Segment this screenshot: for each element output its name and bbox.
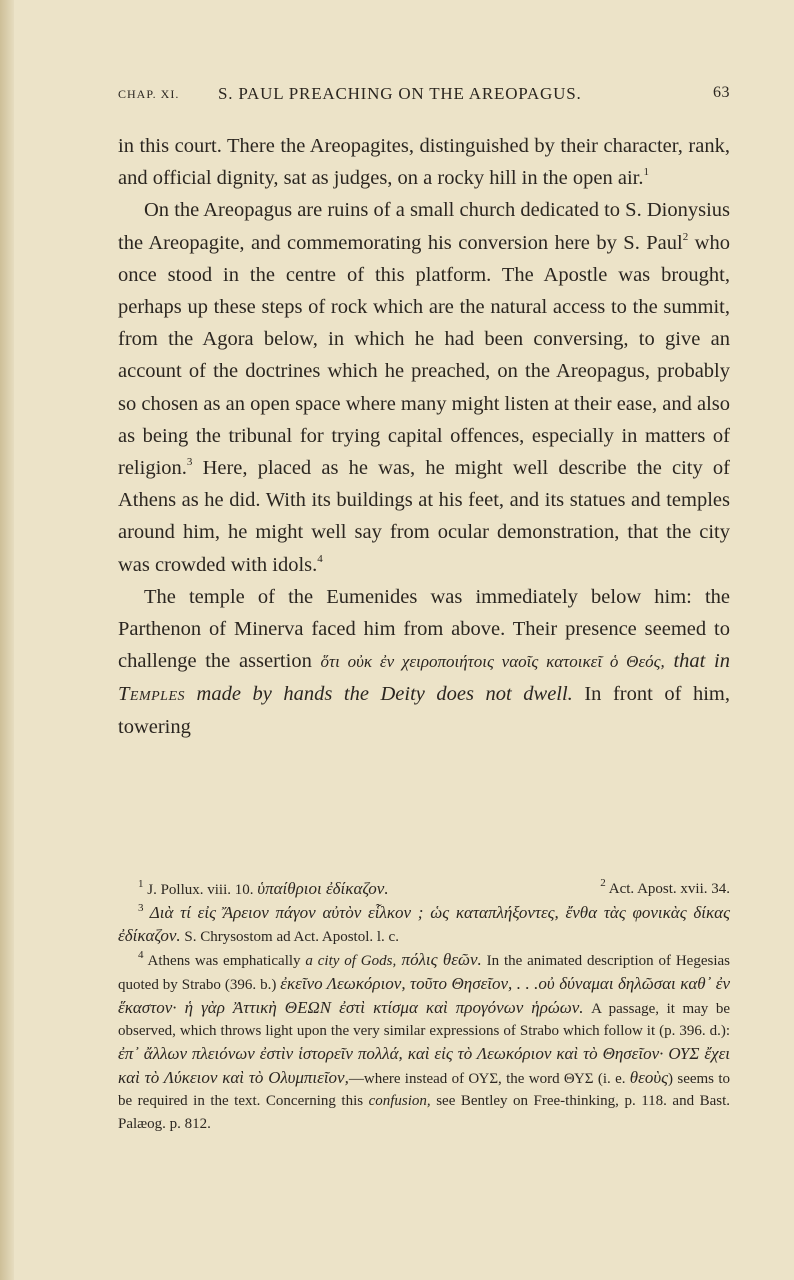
running-head xyxy=(118,84,730,110)
footnote-ref-3: 3 xyxy=(186,456,193,469)
italic-translation-b: made by hands the Deity does not dwell. xyxy=(185,683,573,706)
footnote-4-italic-1: a city of Gods, xyxy=(305,953,397,970)
chapter-label: CHAP. XI. xyxy=(118,87,180,101)
footnote-4-text-5: ) seems to be required in the text. Concerning this xyxy=(118,1070,730,1110)
footnote-4-text-6: see Bentley on Free-thinking, p. 118. and Bast. Palæog. p. 812. xyxy=(118,1093,730,1133)
italic-translation-a: that in xyxy=(664,650,730,673)
footnote-2 xyxy=(600,878,730,902)
paragraph-3-text-b: In front of him, towering xyxy=(118,683,730,738)
footnote-3-greek: Διὰ τί εἰς Ἄρειον πάγον αὐτὸν εἷλκον ; ὡς καταπλήξοντες, ἔνθα τὰς φονικὰς δίκας ἐδίκαζον. xyxy=(118,902,730,946)
smallcaps-temples: Temples xyxy=(118,683,186,706)
footnote-1-text: J. Pollux. viii. 10. xyxy=(147,882,258,898)
footnote-4 xyxy=(118,949,730,1136)
book-page xyxy=(118,0,730,1280)
footnote-2-text: Act. Apost. xvii. 34. xyxy=(608,881,730,897)
paragraph-2 xyxy=(118,194,730,580)
greek-quotation: ὅτι οὐκ ἐν χειροποιήτοις ναοῖς κατοικεῖ ὁ Θεός, xyxy=(320,652,665,672)
paragraph-3 xyxy=(118,581,730,743)
running-title: S. PAUL PREACHING ON THE AREOPAGUS. xyxy=(218,84,582,103)
footnote-4-text-4: —where instead of ΟΥΣ, the word ΘΥΣ (i. e. xyxy=(348,1070,630,1087)
footnote-3-mark: 3 xyxy=(138,901,144,914)
footnote-1-greek: ὑπαίθριοι ἐδίκαζον. xyxy=(257,879,389,898)
paragraph-3-text-a: The temple of the Eumenides was immediately below him: the Parthenon of Minerva faced him from above. Their presence seemed to challenge the assertion xyxy=(118,585,730,673)
footnote-4-text-2: In the animated description of Hegesias quoted by Strabo (396. b.) xyxy=(118,953,730,993)
page-number: 63 xyxy=(713,84,730,101)
footnote-4-text-1: Athens was emphatically xyxy=(147,953,306,970)
page-edge xyxy=(0,0,14,1280)
paragraph-2-text-a: On the Areopagus are ruins of a small church dedicated to S. Dionysius the Areopagite, and commemorating his conversion here by S. Paul xyxy=(118,199,730,254)
footnote-2-mark: 2 xyxy=(600,877,606,889)
paragraph-1-text: in this court. There the Areopagites, distinguished by their character, rank, and official dignity, sat as judges, on a rocky hill in the open air. xyxy=(118,135,730,190)
footnote-ref-1: 1 xyxy=(643,166,649,179)
footnote-3-text: S. Chrysostom ad Act. Apostol. l. c. xyxy=(180,929,399,946)
paragraph-1 xyxy=(118,130,730,194)
footnote-4-greek-4: θεοὺς xyxy=(629,1067,669,1087)
footnote-4-greek-1: πόλις θεῶν. xyxy=(396,950,482,970)
footnote-ref-2: 2 xyxy=(682,230,689,243)
footnote-3 xyxy=(118,902,730,949)
footnote-4-greek-3: ἐπ᾽ ἄλλων πλειόνων ἐστὶν ἱστορεῖν πολλά, καὶ εἰς τὸ Λεωκόριον καὶ τὸ Θησεῖον· ΟΥΣ ἔχει καὶ τὸ Λύκειον καὶ τὸ Ολυμπιεῖον, xyxy=(118,1043,730,1087)
footnote-4-italic-2: confusion, xyxy=(368,1093,431,1110)
footnote-4-text-3: A passage, it may be observed, which throws light upon the very similar expressions of Strabo which follow it (p. 396. d.): xyxy=(118,1000,730,1040)
paragraph-2-text-c: Here, placed as he was, he might well describe the city of Athens as he did. With its buildings at his feet, and its statues and temples around him, he might well say from ocular demonstration, that the city was crowded with idols. xyxy=(118,457,730,576)
footnote-4-greek-2: ἐκεῖνο Λεωκόριον, τοῦτο Θησεῖον, . . .οὐ δύναμαι δηλῶσαι καθ᾽ ἐν ἕκαστον· ἡ γὰρ Ἀττικὴ ΘΕΩΝ ἐστὶ κτίσμα καὶ προγόνων ἡρώων. xyxy=(118,973,730,1017)
paragraph-2-text-b: who once stood in the centre of this platform. The Apostle was brought, perhaps up these steps of rock which are the natural access to the summit, from the Agora below, in which he had been conversing, to give an account of the doctrines which he preached, on the Areopagus, probably so chosen as an open space where many might listen at their ease, and also as being the tribunal for trying capital offences, especially in matters of religion. xyxy=(118,231,730,480)
footnote-4-mark: 4 xyxy=(138,949,144,962)
main-text xyxy=(118,130,730,743)
footnote-ref-4: 4 xyxy=(317,552,323,565)
footnotes xyxy=(118,878,730,1136)
footnotes-1-2 xyxy=(118,878,730,902)
footnote-1 xyxy=(138,878,389,902)
footnote-1-mark: 1 xyxy=(138,878,144,890)
